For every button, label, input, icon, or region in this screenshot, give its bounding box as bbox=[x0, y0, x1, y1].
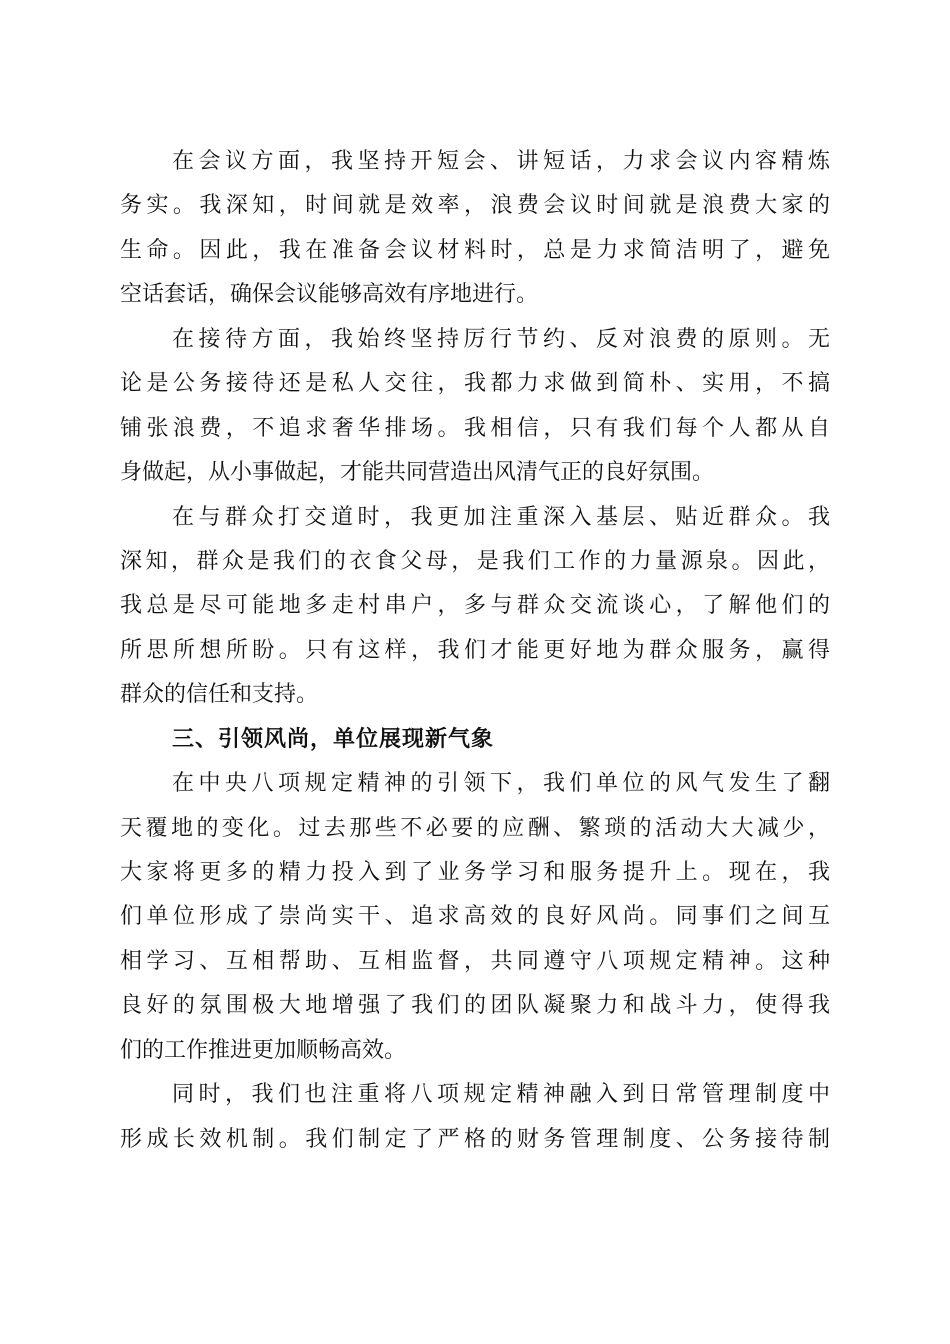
text-line: 群众的信任和支持。 bbox=[120, 682, 319, 708]
document-page bbox=[120, 140, 830, 1162]
text-line: 在接待方面，我始终坚持厉行节约、反对浪费的原则。无 bbox=[172, 326, 830, 352]
section-heading bbox=[120, 718, 830, 762]
text-line: 形成长效机制。我们制定了严格的财务管理制度、公务接待制 bbox=[120, 1126, 830, 1152]
text-line: 空话套话，确保会议能够高效有序地进行。 bbox=[120, 282, 539, 308]
text-line: 生命。因此，我在准备会议材料时，总是力求简洁明了，避免 bbox=[120, 237, 830, 263]
text-line: 所思所想所盼。只有这样，我们才能更好地为群众服务，赢得 bbox=[120, 637, 830, 663]
text-line: 相学习、互相帮助、互相监督，共同遵守八项规定精神。这种 bbox=[120, 948, 830, 974]
text-line: 深知，群众是我们的衣食父母，是我们工作的力量源泉。因此， bbox=[120, 548, 830, 574]
text-line: 务实。我深知，时间就是效率，浪费会议时间就是浪费大家的 bbox=[120, 193, 830, 219]
text-line: 我总是尽可能地多走村串户，多与群众交流谈心，了解他们的 bbox=[120, 593, 830, 619]
paragraph bbox=[120, 318, 830, 496]
paragraph bbox=[120, 140, 830, 318]
text-line: 在中央八项规定精神的引领下，我们单位的风气发生了翻 bbox=[172, 771, 830, 797]
text-line: 良好的氛围极大地增强了我们的团队凝聚力和战斗力，使得我 bbox=[120, 993, 830, 1019]
text-line: 们的工作推进更加顺畅高效。 bbox=[120, 1037, 407, 1063]
text-line: 论是公务接待还是私人交往，我都力求做到简朴、实用，不搞 bbox=[120, 371, 830, 397]
text-line: 在会议方面，我坚持开短会、讲短话，力求会议内容精炼 bbox=[172, 149, 830, 174]
text-line: 天覆地的变化。过去那些不必要的应酬、繁琐的活动大大减少， bbox=[120, 815, 830, 841]
text-line: 大家将更多的精力投入到了业务学习和服务提升上。现在，我 bbox=[120, 860, 830, 885]
paragraph bbox=[120, 1073, 830, 1162]
text-line: 三、引领风尚，单位展现新气象 bbox=[172, 726, 495, 752]
paragraph bbox=[120, 496, 830, 718]
paragraph bbox=[120, 762, 830, 1073]
text-line: 同时，我们也注重将八项规定精神融入到日常管理制度中 bbox=[172, 1082, 830, 1108]
text-line: 身做起，从小事做起，才能共同营造出风清气正的良好氛围。 bbox=[120, 460, 715, 486]
text-line: 在与群众打交道时，我更加注重深入基层、贴近群众。我 bbox=[172, 504, 830, 530]
text-line: 们单位形成了崇尚实干、追求高效的良好风尚。同事们之间互 bbox=[120, 904, 830, 930]
text-line: 铺张浪费，不追求奢华排场。我相信，只有我们每个人都从自 bbox=[120, 415, 830, 441]
